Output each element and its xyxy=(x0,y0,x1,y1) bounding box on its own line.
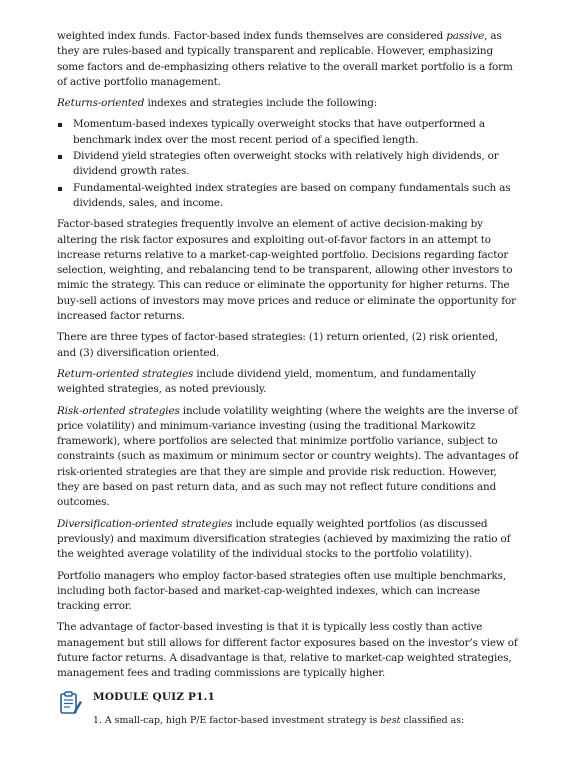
paragraph-active-decision-making: Factor-based strategies frequently involve an element of active decision-making by altering the risk factor exposures and exploiting out-of-favor factors in an attempt to increase returns relative to a market-cap-weighted portfolio. Decisions regarding factor selection, weighting, and rebalancing tend to be transparent, allowing other investors to mimic the strategy. This can reduce or eliminate the opportunity for higher returns. The buy-sell actions of investors may move prices and reduce or eliminate the opportunity for increased factor returns. xyxy=(57,218,516,323)
bullet-icon xyxy=(58,123,62,127)
quiz-clipboard-icon xyxy=(57,690,83,716)
returns-oriented-list xyxy=(57,117,520,211)
bullet-icon xyxy=(58,155,62,159)
paragraph-advantage-disadvantage: The advantage of factor-based investing is that it is typically less costly than active management but still allows for different factor exposures based on the investor’s view of future factor returns. A disadvantage is that, relative to market-cap weighted strategies, management fees and trading commissions are typically higher. xyxy=(57,621,518,680)
paragraph-diversification-oriented: Diversification-oriented strategies include equally weighted portfolios (as discussed previously) and maximum diversification strategies (achieved by maximizing the ratio of the weighted average volatility of the individual stocks to the portfolio volatility). xyxy=(57,517,511,561)
paragraph-return-oriented: Return-oriented strategies include dividend yield, momentum, and fundamentally weighted strategies, as noted previously. xyxy=(57,367,476,396)
paragraph-returns-oriented-intro: Returns-oriented indexes and strategies include the following: xyxy=(57,97,378,110)
paragraph-risk-oriented: Risk-oriented strategies include volatility weighting (where the weights are the inverse of price volatility) and minimum-variance investing (using the traditional Markowitz framework), where portfolios are selected that minimize portfolio variance, subject to constraints (such as maximum or minimum sector or country weights). The advantages of risk-oriented strategies are that they are simple and provide risk reduction. However, they are based on past return data, and as such may not reflect future conditions and outcomes. xyxy=(57,404,519,509)
list-item: Fundamental-weighted index strategies are based on company fundamentals such as dividends, sales, and income. xyxy=(57,181,520,212)
bullet-icon xyxy=(58,187,62,191)
paragraph-passive-index-funds: weighted index funds. Factor-based index funds themselves are considered passive, as they are rules-based and typically transparent and replicable. However, emphasizing some factors and de-emphasizing others relative to the overall market portfolio is a form of active portfolio management. xyxy=(57,30,513,88)
paragraph-multiple-benchmarks: Portfolio managers who employ factor-based strategies often use multiple benchmarks, including both factor-based and market-cap-weighted indexes, which can increase tracking error. xyxy=(57,569,507,613)
quiz-title: MODULE QUIZ P1.1 xyxy=(93,691,215,703)
quiz-question: 1. A small-cap, high P/E factor-based investment strategy is best classified as: xyxy=(93,715,465,726)
body-text xyxy=(57,29,520,688)
list-item: Dividend yield strategies often overweight stocks with relatively high dividends, or dividend growth rates. xyxy=(57,149,520,180)
list-item: Momentum-based indexes typically overweight stocks that have outperformed a benchmark index over the most recent period of a specified length. xyxy=(57,117,520,148)
paragraph-three-types: There are three types of factor-based strategies: (1) return oriented, (2) risk oriented, and (3) diversification oriented. xyxy=(57,331,498,359)
